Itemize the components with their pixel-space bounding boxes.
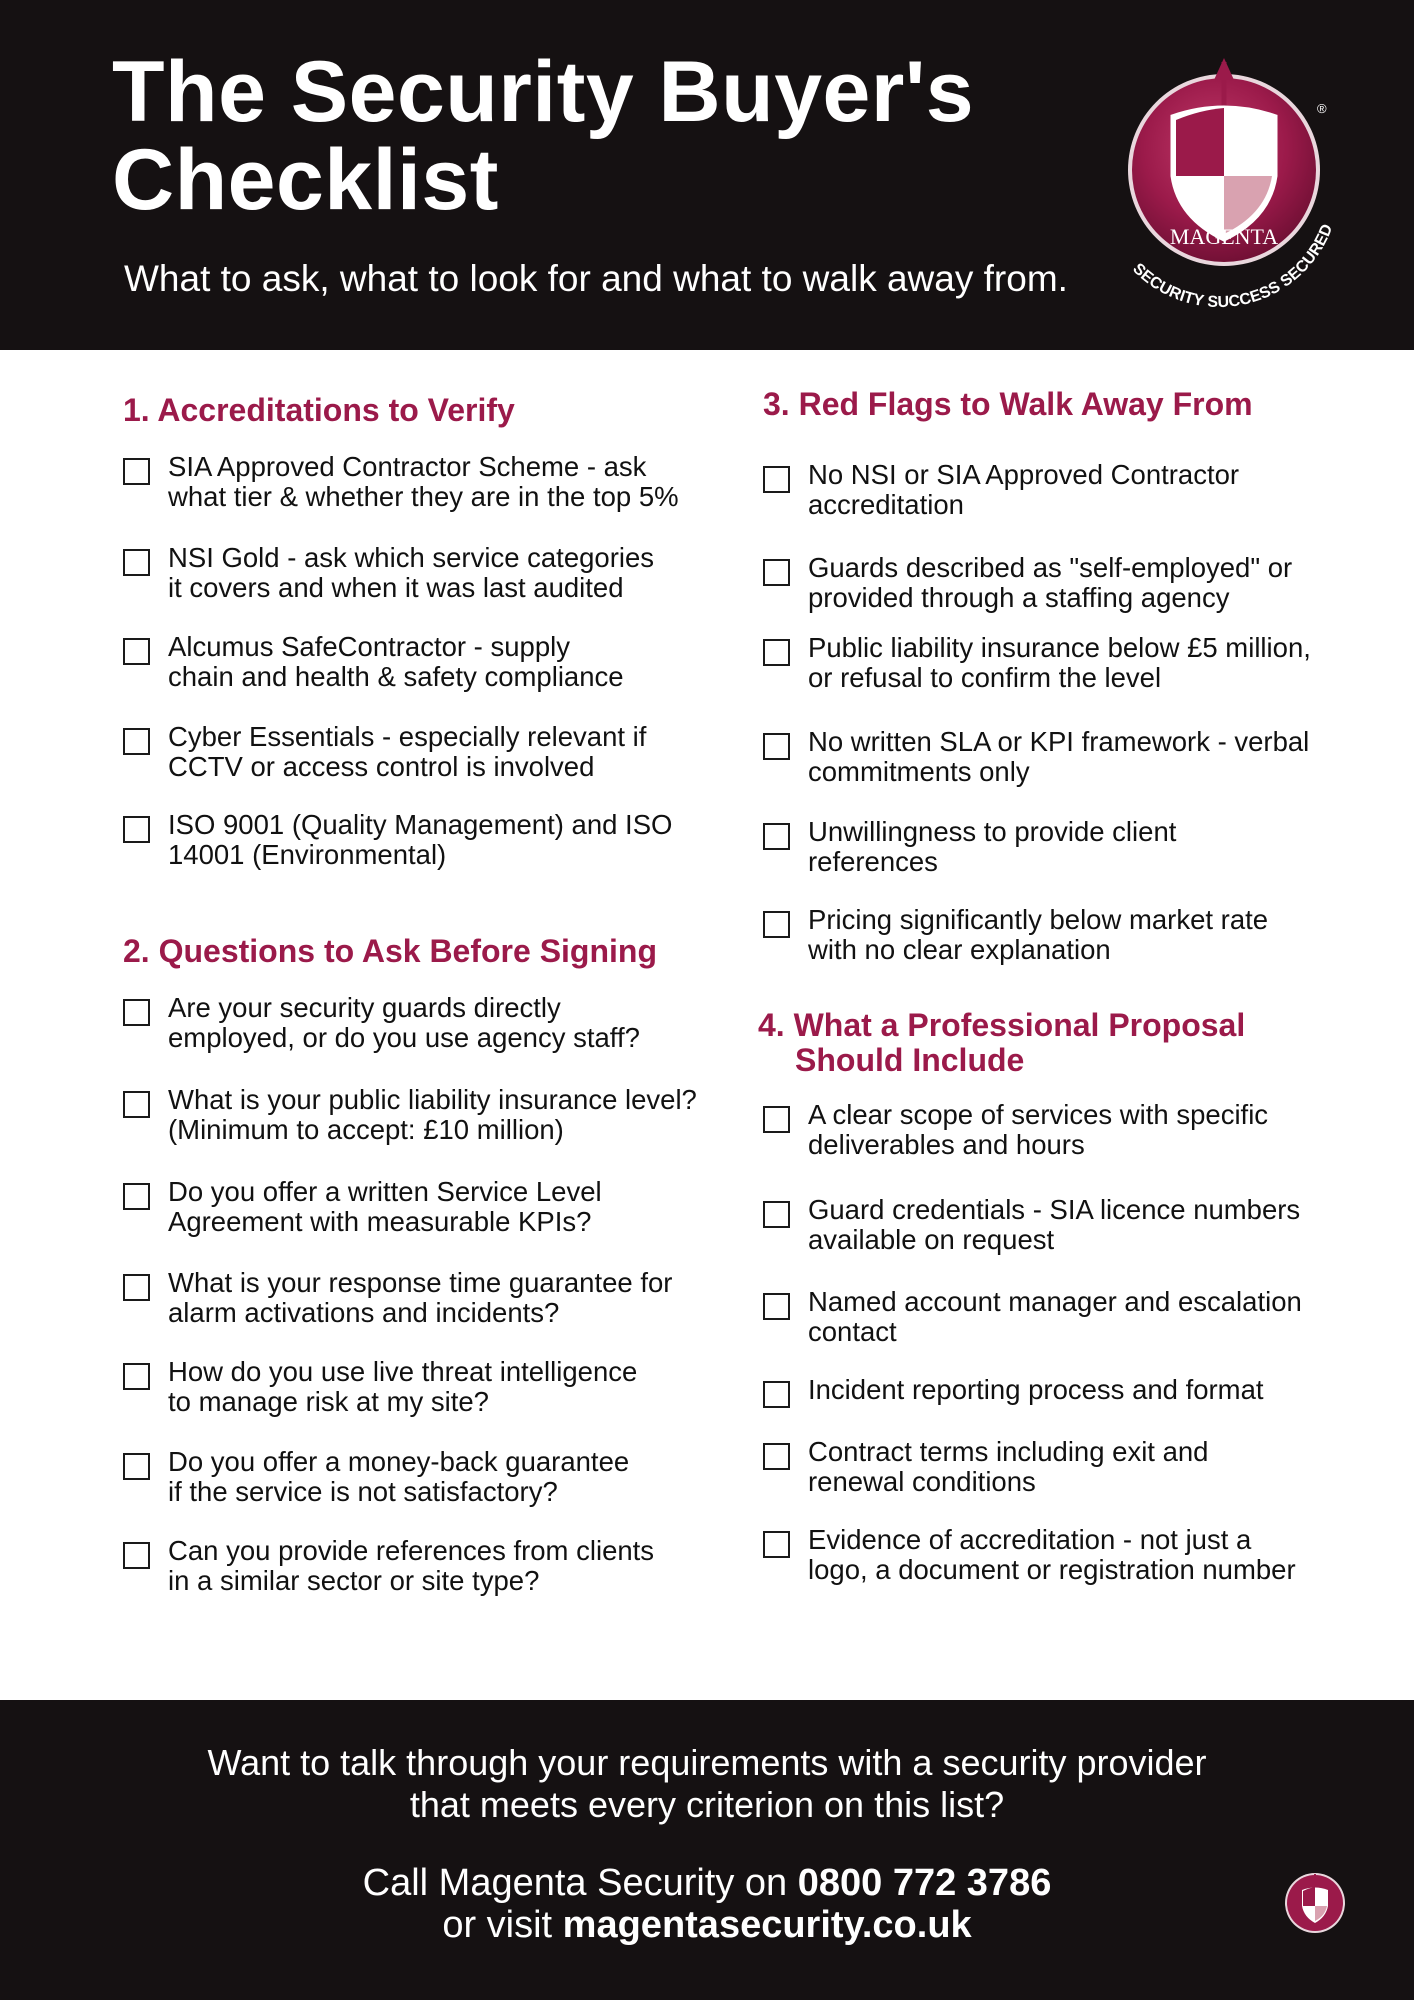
- checklist-item-text: Can you provide references from clients in a similar sector or site type?: [168, 1535, 655, 1596]
- checklist-item-text: Unwillingness to provide client references: [808, 816, 1177, 877]
- footer-question: Want to talk through your requirements with a security provider that meets every criterion on this list?: [207, 1742, 1207, 1825]
- checklist-item-text: Pricing significantly below market rate with no clear explanation: [808, 904, 1269, 965]
- logo-name: MAGENTA: [1169, 224, 1279, 249]
- checklist-item-text: Are your security guards directly employed, or do you use agency staff?: [168, 992, 640, 1053]
- phone-number[interactable]: 0800 772 3786: [797, 1862, 1052, 1904]
- title-line-1: The Security Buyer's: [112, 44, 975, 140]
- checklist-item-text: A clear scope of services with specific deliverables and hours: [808, 1099, 1269, 1160]
- checkbox[interactable]: [763, 1381, 790, 1408]
- checkbox[interactable]: [763, 733, 790, 760]
- checkbox[interactable]: [763, 639, 790, 666]
- call-prefix: Call Magenta Security on: [362, 1862, 798, 1904]
- registered-mark: ®: [1317, 101, 1327, 116]
- footer-logo-icon: [1284, 1872, 1346, 1934]
- checkbox[interactable]: [123, 816, 150, 843]
- section-proposal-title-line-2: Should Include: [795, 1042, 1025, 1078]
- checkbox[interactable]: [763, 1443, 790, 1470]
- checkbox[interactable]: [763, 1531, 790, 1558]
- section-questions-title: 2. Questions to Ask Before Signing: [123, 933, 657, 969]
- section-proposal-title: [758, 1008, 1245, 1078]
- checkbox[interactable]: [123, 1183, 150, 1210]
- checkbox[interactable]: [123, 638, 150, 665]
- checklist-item-text: Do you offer a written Service Level Agreement with measurable KPIs?: [168, 1176, 602, 1237]
- magenta-logo: [1104, 58, 1344, 328]
- header-banner: [0, 0, 1414, 350]
- checklist-item-text: Public liability insurance below £5 million, or refusal to confirm the level: [808, 632, 1311, 693]
- checklist-item-text: SIA Approved Contractor Scheme - ask what tier & whether they are in the top 5%: [168, 451, 679, 512]
- checklist-item-text: Do you offer a money-back guarantee if the service is not satisfactory?: [168, 1446, 630, 1507]
- visit-prefix: or visit: [442, 1904, 563, 1946]
- checkbox[interactable]: [123, 999, 150, 1026]
- checklist-item-text: Alcumus SafeContractor - supply chain and health & safety compliance: [168, 631, 624, 692]
- checklist-item-text: Cyber Essentials - especially relevant if CCTV or access control is involved: [168, 721, 647, 782]
- checklist-item-text: Incident reporting process and format: [808, 1374, 1264, 1405]
- checklist-item-text: No NSI or SIA Approved Contractor accreditation: [808, 459, 1240, 520]
- checklist-item-text: NSI Gold - ask which service categories it covers and when it was last audited: [168, 542, 655, 603]
- checkbox[interactable]: [763, 911, 790, 938]
- checklist-item-text: Guard credentials - SIA licence numbers available on request: [808, 1194, 1301, 1255]
- logo-tagline: SECURITY SUCCESS SECURED: [1129, 221, 1337, 312]
- checklist-item-text: No written SLA or KPI framework - verbal commitments only: [808, 726, 1310, 787]
- section-red-flags-title: 3. Red Flags to Walk Away From: [763, 386, 1253, 422]
- checkbox[interactable]: [763, 559, 790, 586]
- checklist-item-text: Contract terms including exit and renewal conditions: [808, 1436, 1209, 1497]
- checkbox[interactable]: [123, 1542, 150, 1569]
- checkbox[interactable]: [123, 1453, 150, 1480]
- checkbox[interactable]: [123, 1091, 150, 1118]
- checkbox[interactable]: [123, 458, 150, 485]
- checkbox[interactable]: [763, 1201, 790, 1228]
- section-proposal-title-line-1: 4. What a Professional Proposal: [758, 1007, 1246, 1043]
- footer-banner: [0, 1700, 1414, 2000]
- website-link[interactable]: magentasecurity.co.uk: [562, 1904, 972, 1946]
- checkbox[interactable]: [123, 1274, 150, 1301]
- checklist-item-text: How do you use live threat intelligence to manage risk at my site?: [168, 1356, 638, 1417]
- checkbox[interactable]: [763, 1106, 790, 1133]
- checkbox[interactable]: [763, 466, 790, 493]
- checkbox[interactable]: [123, 1363, 150, 1390]
- section-accreditations-title: 1. Accreditations to Verify: [123, 392, 515, 428]
- checklist-item-text: ISO 9001 (Quality Management) and ISO 14001 (Environmental): [168, 809, 673, 870]
- checkbox[interactable]: [123, 549, 150, 576]
- checkbox[interactable]: [763, 1293, 790, 1320]
- checklist-item-text: Guards described as "self-employed" or provided through a staffing agency: [808, 552, 1293, 613]
- page-title: [112, 44, 1012, 228]
- checklist-item-text: What is your response time guarantee for alarm activations and incidents?: [168, 1267, 673, 1328]
- checkbox[interactable]: [123, 728, 150, 755]
- checklist-item-text: Evidence of accreditation - not just a logo, a document or registration number: [808, 1524, 1296, 1585]
- checklist-item-text: What is your public liability insurance level? (Minimum to accept: £10 million): [168, 1084, 697, 1145]
- page-subtitle: What to ask, what to look for and what to walk away from.: [124, 258, 1068, 299]
- footer-contact: [0, 1862, 1414, 1946]
- checkbox[interactable]: [763, 823, 790, 850]
- checklist-item-text: Named account manager and escalation contact: [808, 1286, 1302, 1347]
- title-line-2: Checklist: [112, 132, 499, 228]
